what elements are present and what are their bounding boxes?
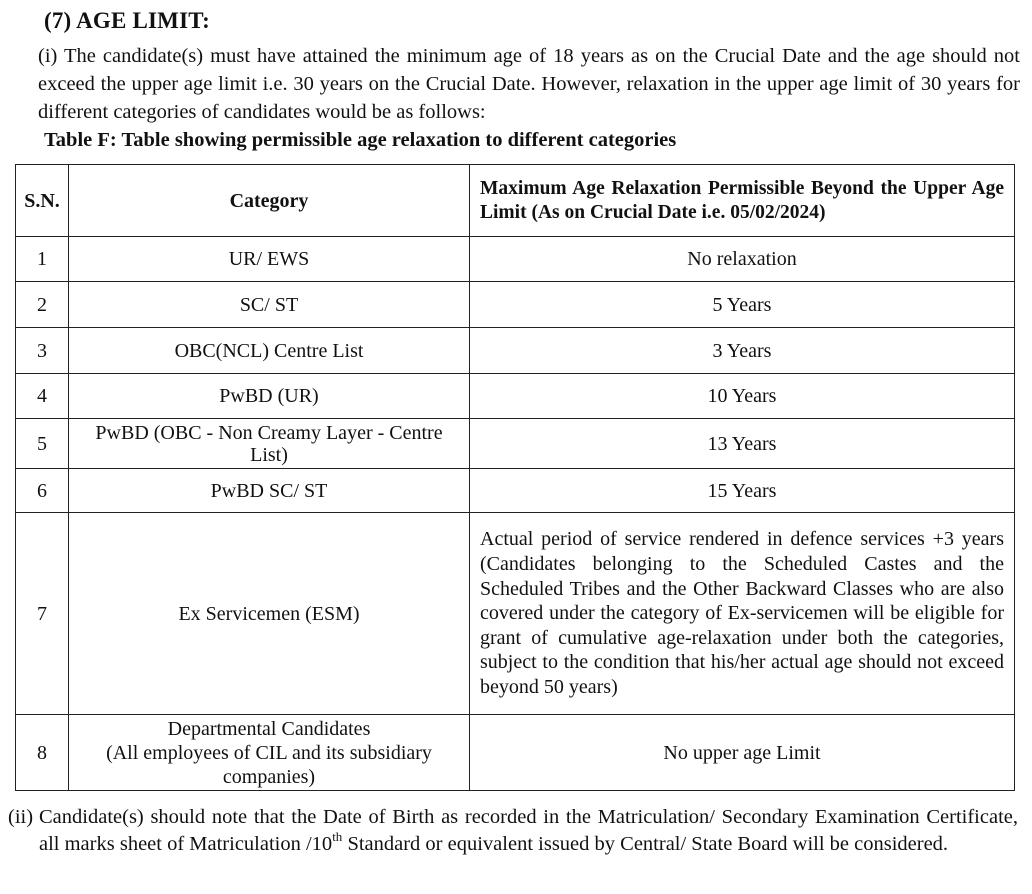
note-text-part: Standard or equivalent issued by Central/ State Board will be considered. bbox=[342, 833, 949, 855]
section-heading: (7) AGE LIMIT: bbox=[44, 8, 210, 33]
cell-relaxation: 10 Years bbox=[470, 374, 1015, 419]
cell-relaxation: No relaxation bbox=[470, 237, 1015, 282]
cell-sn: 2 bbox=[16, 282, 69, 328]
superscript-th: th bbox=[332, 829, 343, 844]
category-line: Departmental Candidates bbox=[167, 717, 371, 740]
cell-category: PwBD SC/ ST bbox=[69, 469, 470, 513]
cell-sn: 8 bbox=[16, 715, 69, 791]
note-number: (ii) bbox=[8, 806, 34, 828]
note-text bbox=[39, 804, 1018, 858]
table-row bbox=[16, 715, 1015, 791]
cell-relaxation: 3 Years bbox=[470, 328, 1015, 374]
header-sn: S.N. bbox=[16, 165, 69, 237]
cell-relaxation: 15 Years bbox=[470, 469, 1015, 513]
cell-category: PwBD (OBC - Non Creamy Layer - Centre List) bbox=[69, 419, 470, 469]
cell-relaxation: 13 Years bbox=[470, 419, 1015, 469]
header-relaxation: Maximum Age Relaxation Permissible Beyond the Upper Age Limit (As on Crucial Date i.e. 05/02/2024) bbox=[470, 165, 1015, 237]
cell-category: UR/ EWS bbox=[69, 237, 470, 282]
cell-category: SC/ ST bbox=[69, 282, 470, 328]
cell-relaxation: No upper age Limit bbox=[470, 715, 1015, 791]
table-row bbox=[16, 282, 1015, 328]
cell-category: PwBD (UR) bbox=[69, 374, 470, 419]
table-row bbox=[16, 419, 1015, 469]
category-line: (All employees of CIL and its subsidiary companies) bbox=[106, 741, 432, 788]
cell-sn: 5 bbox=[16, 419, 69, 469]
table-row bbox=[16, 469, 1015, 513]
table-row bbox=[16, 237, 1015, 282]
cell-sn: 7 bbox=[16, 513, 69, 715]
cell-category bbox=[69, 715, 470, 791]
header-category: Category bbox=[69, 165, 470, 237]
cell-sn: 4 bbox=[16, 374, 69, 419]
cell-category: Ex Servicemen (ESM) bbox=[69, 513, 470, 715]
table-header-row bbox=[16, 165, 1015, 237]
cell-sn: 3 bbox=[16, 328, 69, 374]
table-caption: Table F: Table showing permissible age relaxation to different categories bbox=[44, 129, 677, 151]
cell-relaxation: 5 Years bbox=[470, 282, 1015, 328]
table-row bbox=[16, 513, 1015, 715]
table-row bbox=[16, 374, 1015, 419]
age-limit-paragraph: (i) The candidate(s) must have attained the minimum age of 18 years as on the Crucial Date and the age should not exceed the upper age limit i.e. 30 years on the Crucial Date. However, relaxation in the upper age limit of 30 years for different categories of candidates would be as follows: bbox=[38, 45, 1020, 123]
age-relaxation-table bbox=[15, 164, 1015, 791]
dob-note-paragraph bbox=[8, 804, 1018, 858]
table-row bbox=[16, 328, 1015, 374]
cell-relaxation: Actual period of service rendered in defence services +3 years (Candidates belonging to the Scheduled Castes and the Scheduled Tribes and the Other Backward Classes who are also covered under the category of Ex-servicemen will be eligible for grant of cumulative age-relaxation under both the categories, subject to the condition that his/her actual age should not exceed beyond 50 years) bbox=[470, 513, 1015, 715]
cell-sn: 6 bbox=[16, 469, 69, 513]
cell-category: OBC(NCL) Centre List bbox=[69, 328, 470, 374]
note-text-part: Candidate(s) should note that the Date of Birth as recorded in the Matriculation/ Secondary Examination Certificate, all marks sheet of Matriculation /10 bbox=[39, 806, 1018, 855]
cell-sn: 1 bbox=[16, 237, 69, 282]
